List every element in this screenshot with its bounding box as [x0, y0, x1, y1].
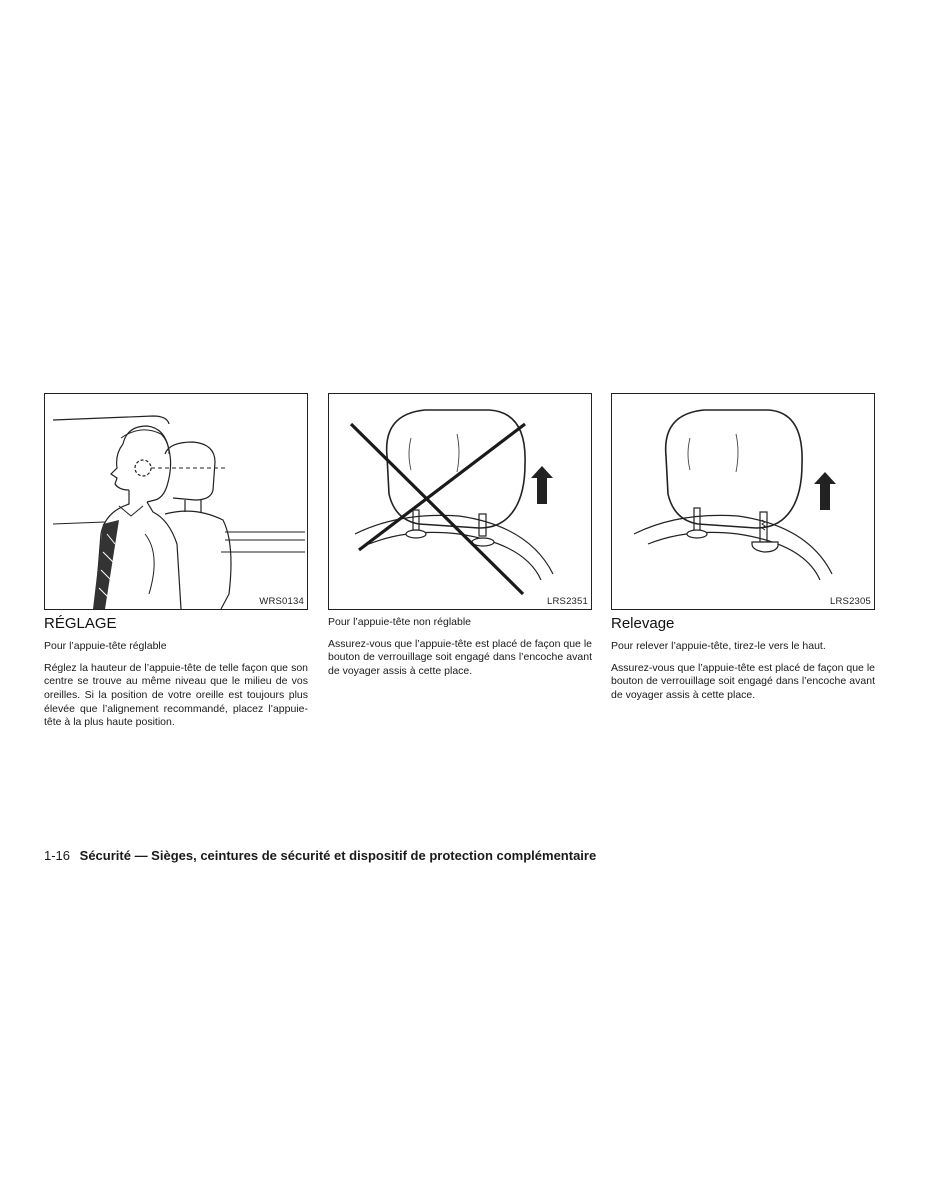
body-paragraph: Assurez-vous que l’appuie-tête est placé de façon que le bouton de verrouillage soit engagé dans l’encoche avant de voyager assis à cette place.	[611, 661, 875, 701]
chapter-title: Sécurité — Sièges, ceintures de sécurité et dispositif de protection complémentaire	[79, 848, 597, 863]
section-heading-reglage: RÉGLAGE	[44, 615, 117, 632]
column-adjustment	[44, 393, 308, 730]
headrest-raising-illustration	[612, 394, 874, 609]
figure-headrest-raising	[611, 393, 875, 610]
figure-code: LRS2351	[546, 596, 588, 607]
headrest-non-adjustable-illustration	[329, 394, 591, 609]
body-paragraph: Réglez la hauteur de l’appuie-tête de telle façon que son centre se trouve au même niveau que le milieu de vos oreilles. Si la position de votre oreille est toujours plus élevée que l’alignement recommandé, placez l’appuie-tête à la plus haute position.	[44, 661, 308, 729]
figure-caption: Pour relever l’appuie-tête, tirez-le vers le haut.	[611, 640, 826, 652]
headrest-adjustment-illustration	[45, 394, 307, 609]
column-raising	[611, 393, 875, 703]
figure-caption: Pour l’appuie-tête non réglable	[328, 616, 472, 628]
figure-code: LRS2305	[829, 596, 871, 607]
figure-headrest-adjustment	[44, 393, 308, 610]
section-heading-relevage: Relevage	[611, 615, 675, 632]
page-footer	[44, 848, 596, 863]
figure-headrest-non-adjustable	[328, 393, 592, 610]
figure-code: WRS0134	[259, 596, 304, 607]
page-number: 1-16	[44, 848, 71, 863]
body-paragraph: Assurez-vous que l’appuie-tête est placé de façon que le bouton de verrouillage soit engagé dans l’encoche avant de voyager assis à cette place.	[328, 637, 592, 677]
figure-caption: Pour l’appuie-tête réglable	[44, 640, 167, 652]
column-non-adjustable	[328, 393, 592, 679]
